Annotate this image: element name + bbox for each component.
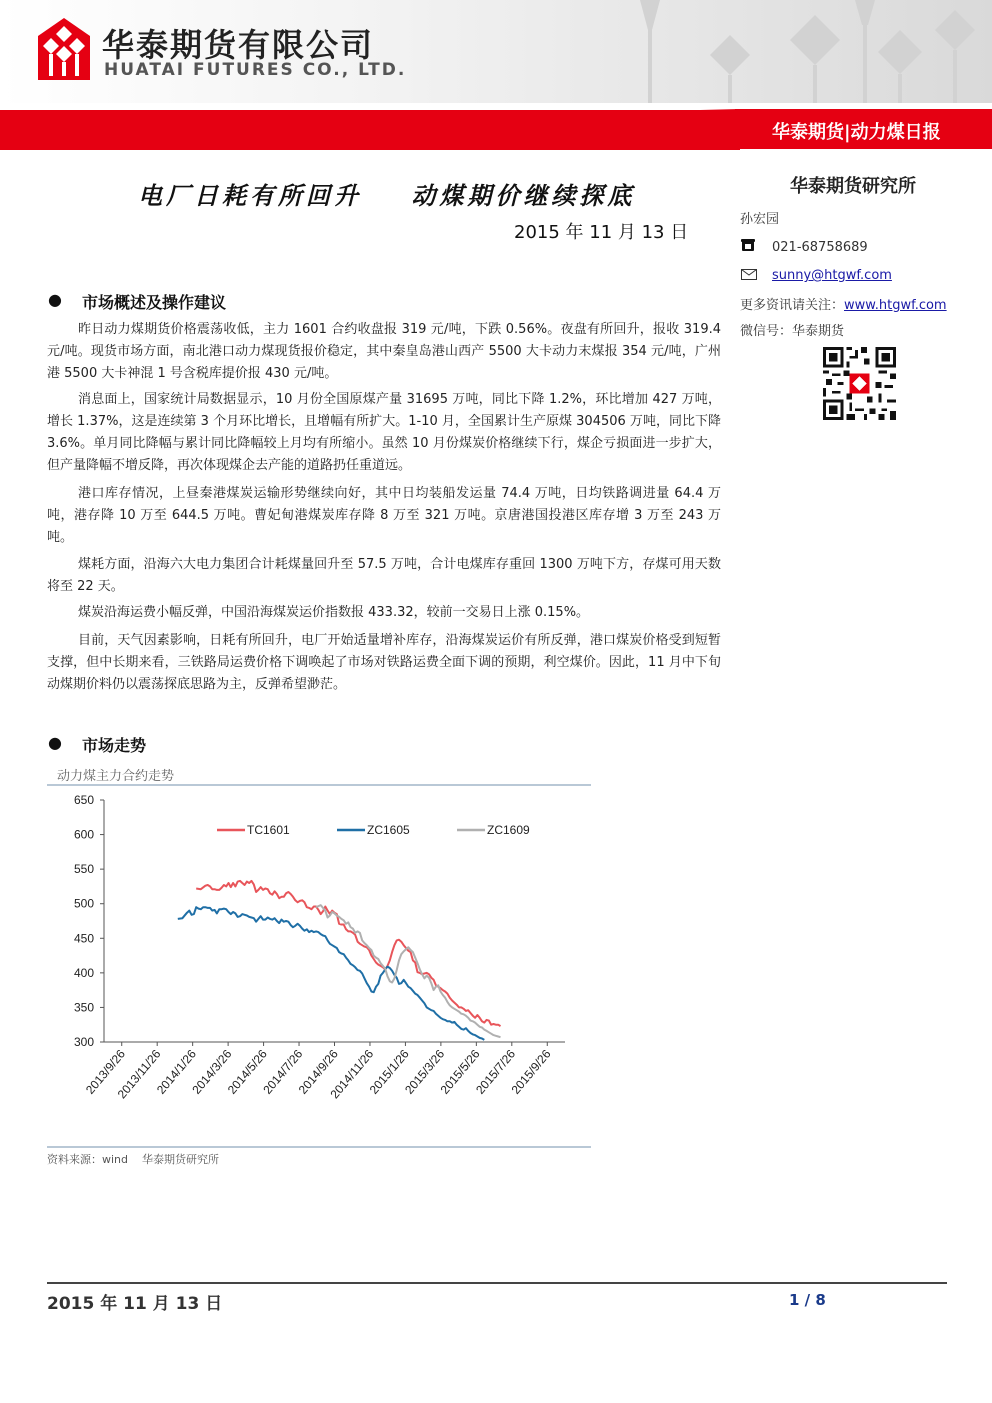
y-tick-label: 500 [73, 896, 94, 911]
series-line-tc1601 [196, 881, 500, 1026]
page-number: 1 / 8 [789, 1291, 826, 1309]
x-tick-label: 2014/3/26 [189, 1046, 235, 1097]
x-tick-label: 2014/7/26 [260, 1046, 306, 1097]
bullet-icon: ● [48, 290, 62, 309]
x-tick-label: 2015/3/26 [402, 1046, 448, 1097]
section-heading-text: 市场概述及操作建议 [82, 293, 227, 312]
analyst-name: 孙宏园 [740, 212, 780, 227]
analyst-email-link[interactable]: sunny@htgwf.com [772, 268, 892, 283]
x-tick-label: 2013/9/26 [82, 1046, 129, 1097]
series-line-zc1605 [178, 907, 485, 1040]
bullet-icon: ● [48, 733, 62, 752]
x-tick-label: 2015/9/26 [508, 1046, 554, 1097]
phone-icon [741, 238, 755, 252]
page-header [0, 0, 992, 152]
paragraph-6: 目前，天气因素影响，日耗有所回升，电厂开始适量增补库存，沿海煤炭运价有所反弹，港口煤炭价格受到短暂支撑，但中长期来看，三铁路局运费价格下调唤起了市场对铁路运费全面下调的预期，利空煤价。因此，11 月中下旬动煤期价料仍以震荡探底思路为主，反弹希望渺茫。 [47, 633, 721, 692]
x-tick-label: 2014/1/26 [153, 1046, 199, 1097]
x-tick-label: 2013/11/26 [114, 1046, 164, 1102]
paragraph-5: 煤炭沿海运费小幅反弹，中国沿海煤炭运价指数报 433.32，较前一交易日上涨 0.15%。 [78, 605, 590, 620]
x-tick-label: 2014/5/26 [224, 1046, 270, 1097]
paragraph-4: 煤耗方面，沿海六大电力集团合计耗煤量回升至 57.5 万吨，合计电煤库存重回 1300 万吨下方，存煤可用天数将至 22 天。 [47, 557, 721, 594]
x-tick-label: 2014/9/26 [295, 1046, 341, 1097]
company-logo [38, 18, 90, 80]
x-tick-label: 2015/7/26 [473, 1046, 519, 1097]
chart-bottom-rule [47, 1146, 591, 1148]
report-type-label: 华泰期货|动力煤日报 [772, 122, 941, 143]
footer-rule [47, 1282, 947, 1284]
qr-code-image [823, 347, 896, 420]
y-tick-label: 400 [73, 965, 94, 980]
company-name-cn: 华泰期货有限公司 [102, 26, 375, 64]
report-title: 电厂日耗有所回升 动煤期价继续探底 [138, 181, 636, 210]
decorative-pattern [600, 0, 992, 103]
analyst-phone: 021-68758689 [772, 240, 868, 255]
y-tick-label: 450 [73, 931, 94, 946]
legend-label: ZC1609 [487, 823, 530, 837]
paragraph-3: 港口库存情况，上昼秦港煤炭运输形势继续向好，其中日均装船发运量 74.4 万吨，日均铁路调进量 64.4 万吨，港存降 10 万至 644.5 万吨。曹妃甸港煤炭库存降 8 万至 321 万吨。京唐港国投港区库存增 3 万至 243 万吨。 [47, 486, 721, 545]
y-tick-label: 650 [73, 793, 94, 807]
x-tick-label: 2014/11/26 [327, 1046, 377, 1102]
price-trend-chart [47, 786, 591, 1144]
section-heading-text: 市场走势 [82, 736, 147, 755]
x-tick-label: 2015/1/26 [366, 1046, 412, 1097]
institute-name: 华泰期货研究所 [790, 176, 916, 197]
x-tick-label: 2015/5/26 [437, 1046, 483, 1097]
legend-label: TC1601 [247, 823, 290, 837]
website-link[interactable]: www.htgwf.com [844, 298, 947, 313]
wechat-info: 微信号：华泰期货 [740, 324, 845, 339]
report-date: 2015 年 11 月 13 日 [514, 222, 689, 243]
legend-label: ZC1605 [367, 823, 410, 837]
section-heading-overview [48, 290, 227, 313]
chart-source: 资料来源：wind 华泰期货研究所 [47, 1153, 219, 1166]
paragraph-2: 消息面上，国家统计局数据显示，10 月份全国原煤产量 31695 万吨，同比下降 1.2%，环比增加 427 万吨，增长 1.37%，这是连续第 3 个月环比增长，且增幅有所扩大。1-10 月，全国累计生产原煤 304506 万吨，同比下降 3.6%。单月同比降幅与累计同比降幅较上月均有所缩小。虽然 10 月份煤炭价格继续下行，煤企亏损面进一步扩大，但产量降幅不增反降，再次体现煤企去产能的道路扔任重道远。 [47, 392, 721, 473]
header-band-notch [700, 109, 740, 150]
y-tick-label: 350 [73, 1000, 94, 1015]
mail-icon [741, 269, 757, 280]
paragraph-1: 昨日动力煤期货价格震荡收低，主力 1601 合约收盘报 319 元/吨，下跌 0.56%。夜盘有所回升，报收 319.4 元/吨。现货市场方面，南北港口动力煤现货报价稳定，其中秦皇岛港山西产 5500 大卡动力末煤报 354 元/吨，广州港 5500 大卡神混 1 号含税库提价报 430 元/吨。 [47, 322, 721, 381]
y-tick-label: 550 [73, 862, 94, 877]
y-tick-label: 600 [73, 827, 94, 842]
y-tick-label: 300 [73, 1035, 94, 1049]
chart-title: 动力煤主力合约走势 [57, 769, 175, 784]
header-red-band [0, 110, 710, 150]
company-name-en: HUATAI FUTURES CO., LTD. [104, 60, 407, 80]
more-info [740, 294, 947, 313]
more-info-label: 更多资讯请关注： [740, 298, 845, 313]
section-heading-market-trend [48, 733, 147, 756]
footer-date: 2015 年 11 月 13 日 [47, 1294, 223, 1314]
